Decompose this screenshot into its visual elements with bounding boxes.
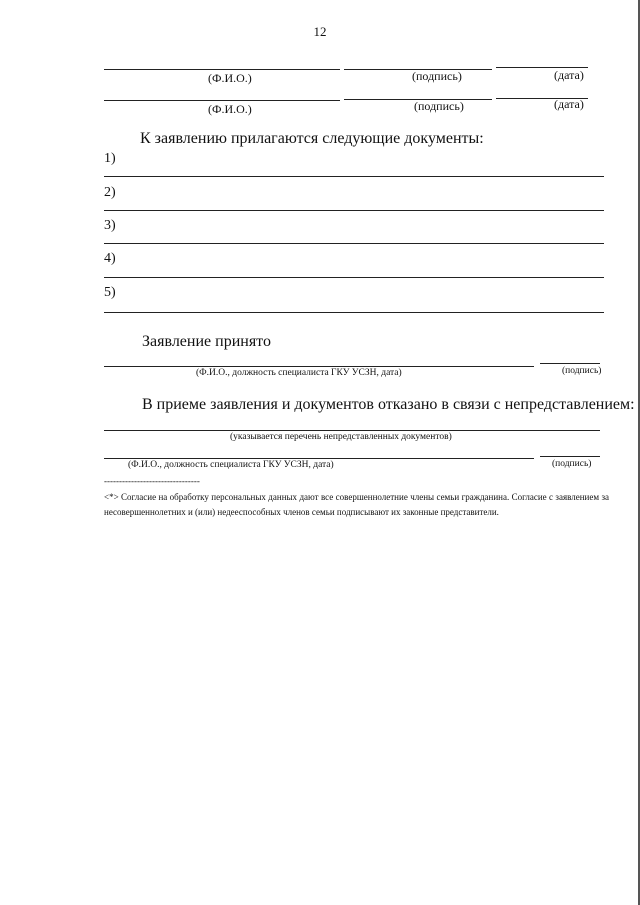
accepted-line	[104, 366, 534, 367]
attachment-line	[104, 277, 604, 278]
signature-caption: (подпись)	[412, 69, 462, 83]
attachment-line	[104, 312, 604, 313]
attachment-number: 3)	[104, 218, 116, 233]
accepted-caption: (Ф.И.О., должность специалиста ГКУ УСЗН, дата)	[196, 368, 402, 378]
attachment-line	[104, 176, 604, 177]
attachment-line	[104, 210, 604, 211]
refusal-heading: В приеме заявления и документов отказано в связи с непредставлением:	[142, 396, 635, 413]
date-caption: (дата)	[554, 97, 584, 111]
name-line	[104, 100, 340, 101]
name-caption: (Ф.И.О.)	[208, 71, 252, 85]
date-caption: (дата)	[554, 68, 584, 82]
accepted-signature-line	[540, 363, 600, 364]
signature-caption: (подпись)	[414, 99, 464, 113]
page-number: 12	[313, 24, 327, 39]
refusal-line	[104, 430, 600, 431]
accepted-signature-caption: (подпись)	[562, 366, 602, 376]
attachments-heading: К заявлению прилагаются следующие документы:	[140, 130, 484, 147]
footnote-text: <*> Согласие на обработку персональных данных дают все совершеннолетние члены семьи гражданина. Согласие с заявлением за несовершеннолетних и (или) недееспособных членов семьи подписывают их законные представители.	[104, 492, 609, 517]
attachment-number: 1)	[104, 151, 116, 166]
name-caption: (Ф.И.О.)	[208, 102, 252, 116]
refusal-sign-line	[104, 458, 534, 459]
name-line	[104, 69, 340, 70]
accepted-heading: Заявление принято	[142, 333, 271, 350]
attachment-number: 2)	[104, 185, 116, 200]
attachment-number: 5)	[104, 285, 116, 300]
refusal-caption: (указывается перечень непредставленных документов)	[230, 432, 452, 442]
attachment-line	[104, 243, 604, 244]
refusal-signature-caption: (подпись)	[552, 459, 592, 469]
footnote-separator: --------------------------------	[104, 476, 200, 486]
refusal-signature-line	[540, 456, 600, 457]
attachment-number: 4)	[104, 251, 116, 266]
refusal-sign-caption: (Ф.И.О., должность специалиста ГКУ УСЗН, дата)	[128, 460, 334, 470]
